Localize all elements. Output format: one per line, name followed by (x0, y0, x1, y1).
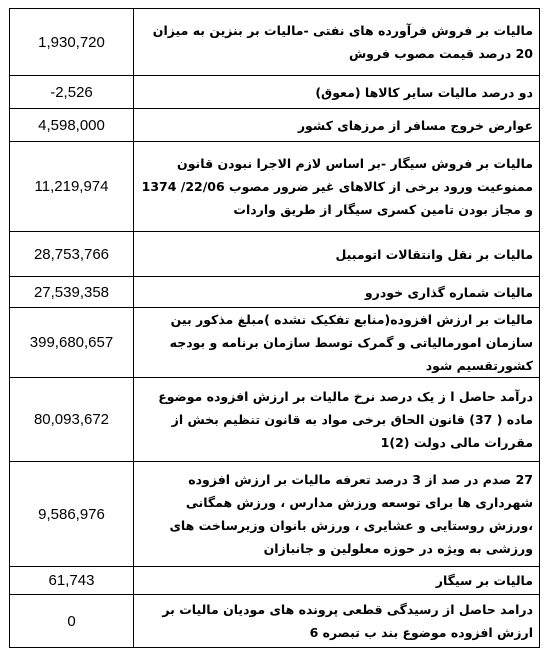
table-row (10, 378, 540, 462)
description-cell: مالیات بر فروش فرآورده های نفتی -مالیات بر بنزین به میزان 20 درصد قیمت مصوب فروش (134, 9, 540, 76)
amount-cell: 4,598,000 (10, 109, 134, 142)
description-cell: مالیات بر نقل وانتقالات اتومبیل (134, 232, 540, 277)
table-row (10, 142, 540, 232)
amount-cell: 28,753,766 (10, 232, 134, 277)
description-cell: درامد حاصل از رسیدگی قطعی پرونده های مودیان مالیات بر ارزش افزوده موضوع بند ب تبصره 6 (134, 595, 540, 648)
description-cell: 27 صدم در صد از 3 درصد تعرفه مالیات بر ارزش افزوده شهرداری ها برای توسعه ورزش مدارس ، ورزش همگانی ،ورزش روستایی و عشایری ، ورزش بانوان وزیرساخت های ورزشی به ویژه در حوزه معلولین و جانبازان (134, 462, 540, 567)
amount-cell: 9,586,976 (10, 462, 134, 567)
table-row (10, 595, 540, 648)
description-cell: مالیات بر ارزش افزوده(منابع تفکیک نشده )مبلغ مذکور بین سازمان امورمالیاتی و گمرک توسط سازمان برنامه و بودجه کشورتقسیم شود (134, 308, 540, 378)
description-cell: مالیات بر فروش سیگار -بر اساس لازم الاجرا نبودن قانون ممنوعیت ورود برخی از کالاهای غیر ضرور مصوب 22/06/ 1374 و مجاز بودن تامین کسری سیگار از طریق واردات (134, 142, 540, 232)
table-row (10, 109, 540, 142)
description-cell: دو درصد مالیات سایر کالاها (معوق) (134, 76, 540, 109)
description-cell: مالیات شماره گذاری خودرو (134, 277, 540, 308)
table-row (10, 277, 540, 308)
description-cell: مالیات بر سیگار (134, 567, 540, 595)
amount-cell: 61,743 (10, 567, 134, 595)
amount-cell: 1,930,720 (10, 9, 134, 76)
amount-cell: -2,526 (10, 76, 134, 109)
table-row (10, 232, 540, 277)
amount-cell: 11,219,974 (10, 142, 134, 232)
table-row (10, 462, 540, 567)
table-row (10, 76, 540, 109)
amount-cell: 0 (10, 595, 134, 648)
description-cell: عوارض خروج مسافر از مرزهای کشور (134, 109, 540, 142)
amount-cell: 80,093,672 (10, 378, 134, 462)
amount-cell: 27,539,358 (10, 277, 134, 308)
amount-cell: 399,680,657 (10, 308, 134, 378)
tax-revenue-table (9, 8, 540, 648)
table-row (10, 567, 540, 595)
description-cell: درآمد حاصل ا ز یک درصد نرخ مالیات بر ارزش افزوده موضوع ماده ( 37) قانون الحاق برخی مواد به قانون تنظیم بخش از مقررات مالی دولت (2)1 (134, 378, 540, 462)
table-row (10, 9, 540, 76)
table-row (10, 308, 540, 378)
